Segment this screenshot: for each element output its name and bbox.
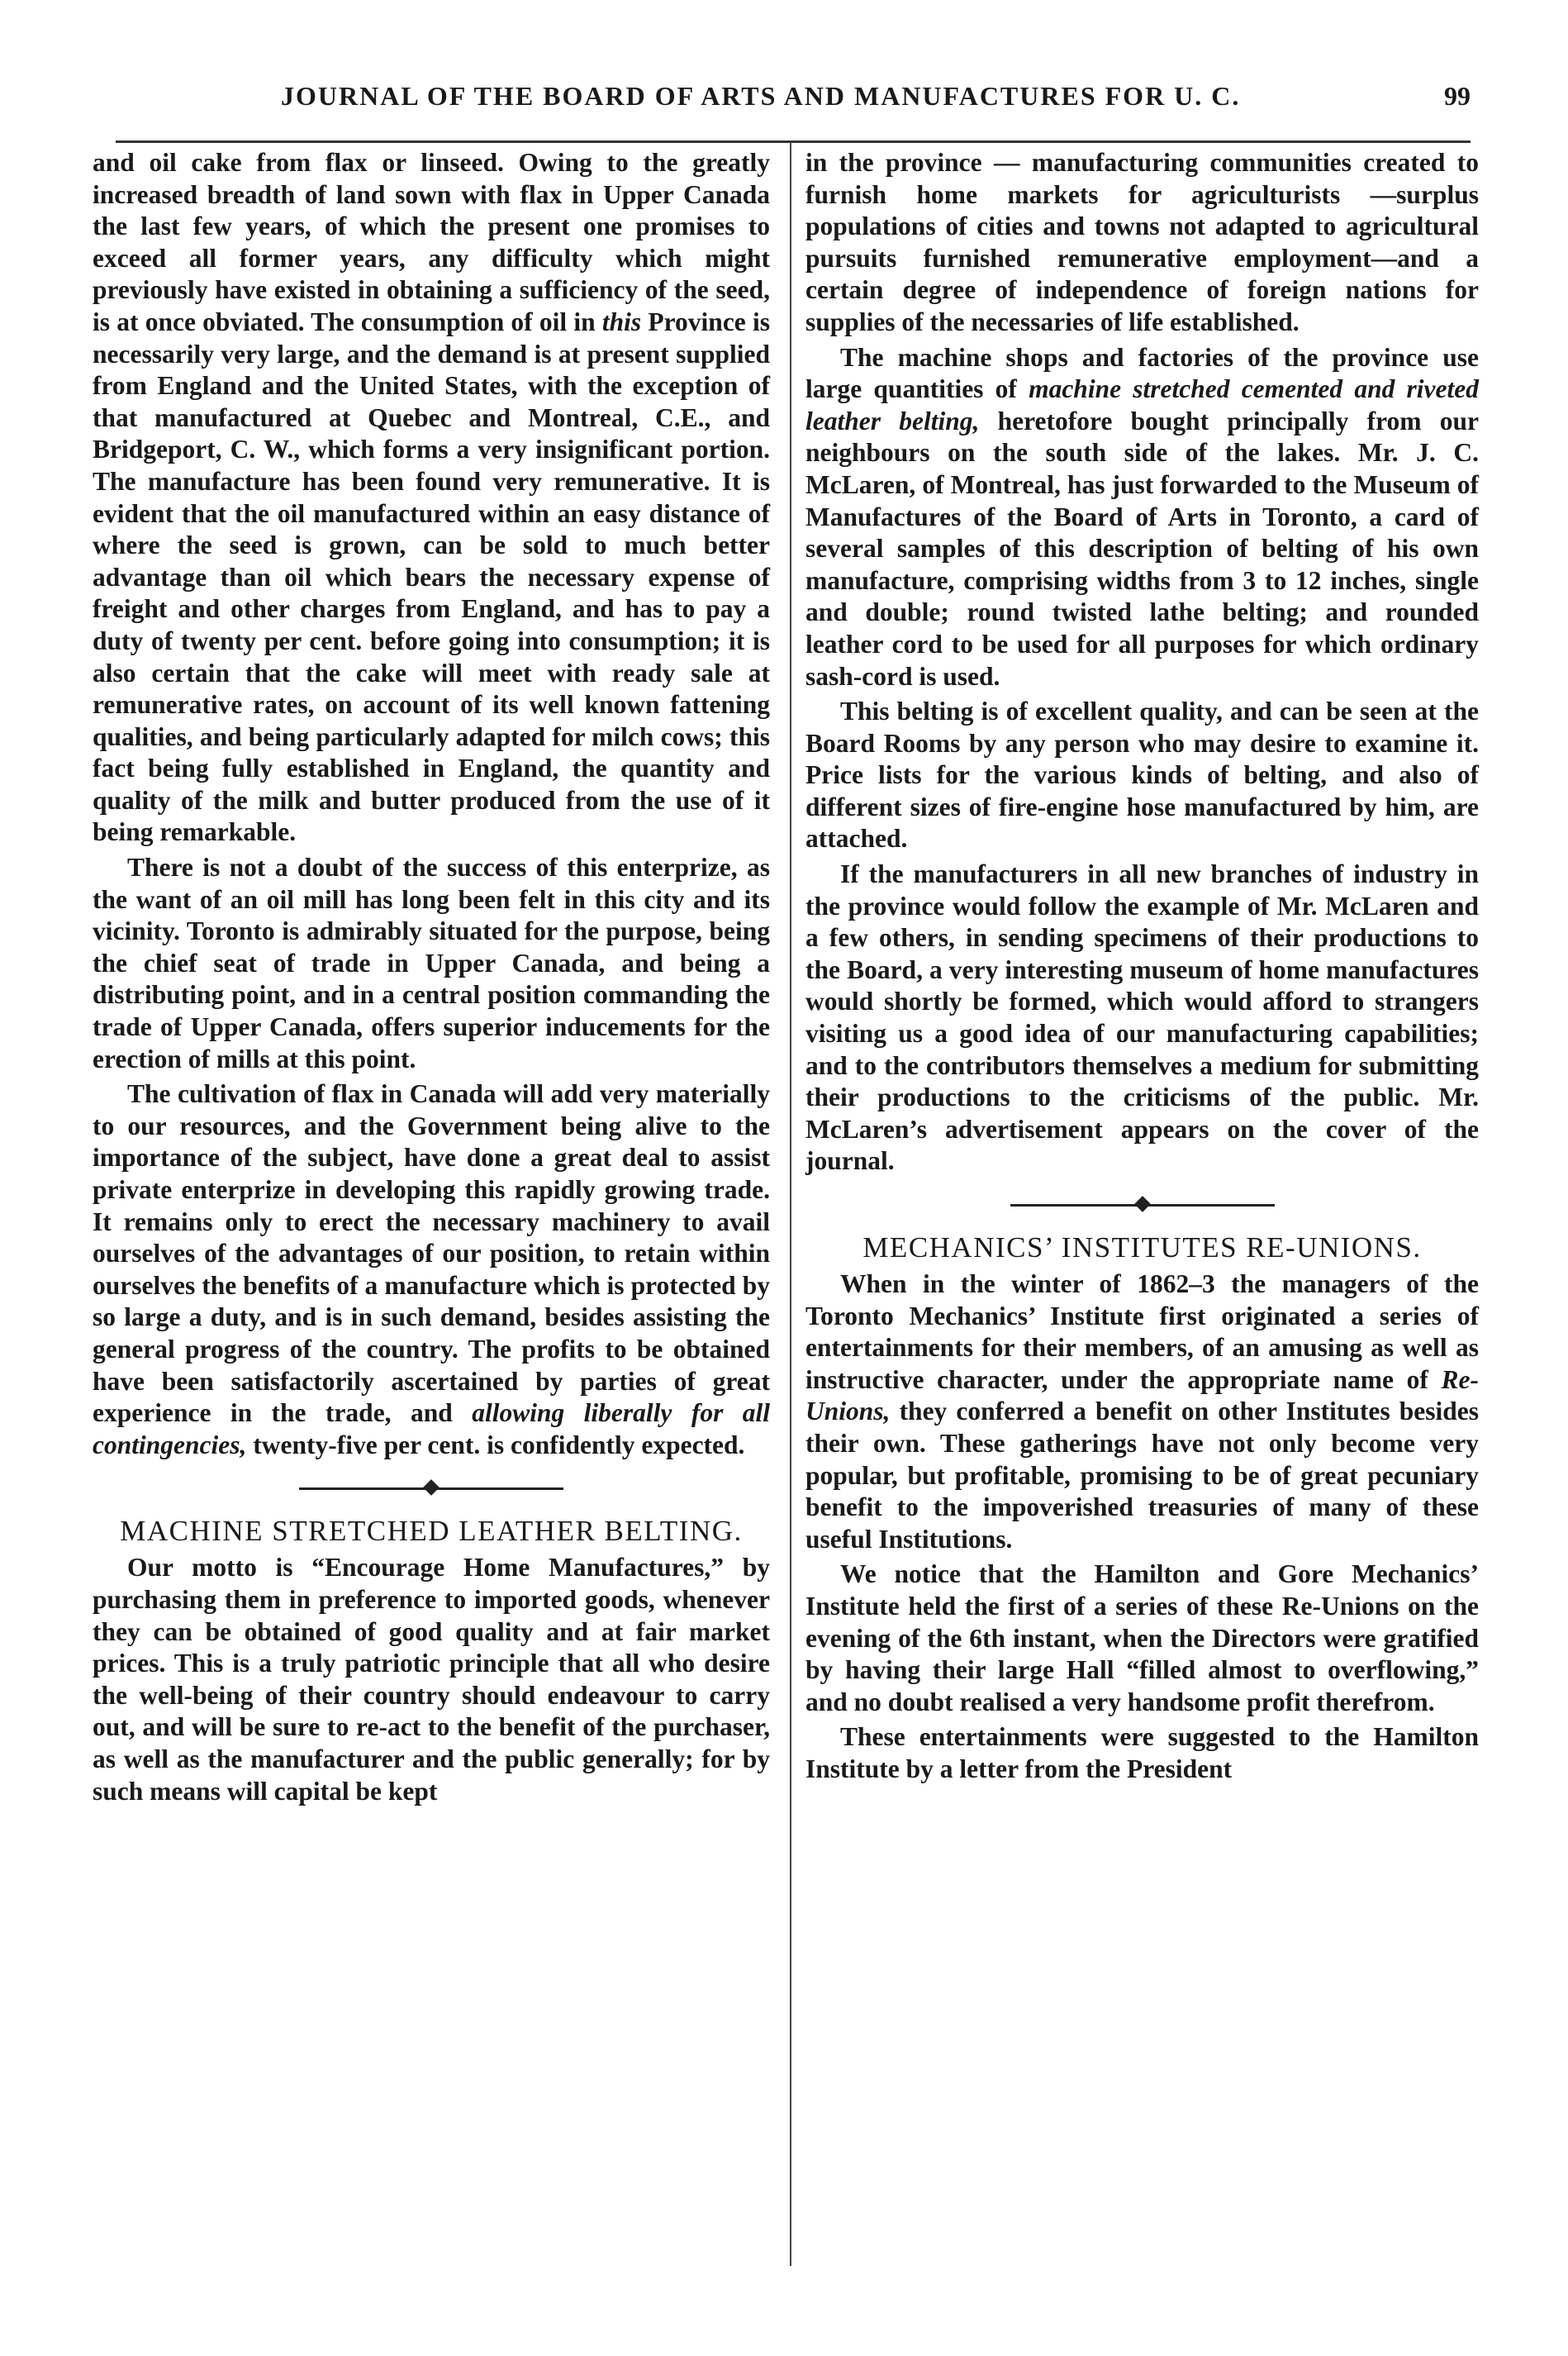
paragraph-text: When in the winter of 1862–3 the managers of the Toronto Mechanics’ Institute first originated a series of entertainments for their members, of an amusing as well as instructive character, under the appropriate name of: [805, 1269, 1479, 1394]
page-number: 99: [1444, 81, 1471, 111]
paragraph: in the province — manufacturing communities created to furnish home markets for agriculturists —surplus populations of cities and towns not adapted to agricultural pursuits furnished remunerative employment—and a certain degree of independence of foreign nations for supplies of the necessaries of life established.: [805, 148, 1479, 336]
paragraph: We notice that the Hamilton and Gore Mechanics’ Institute held the first of a series of these Re-Unions on the evening of the 6th instant, when the Directors were gratified by having their large Hall “filled almost to overflowing,” and no doubt realised a very handsome profit therefrom.: [805, 1559, 1479, 1716]
section-heading: MACHINE STRETCHED LEATHER BELTING.: [120, 1515, 743, 1548]
emphasis-text: this: [601, 307, 642, 336]
left-column: [93, 147, 770, 1807]
paragraph: These entertainments were suggested to the Hamilton Institute by a letter from the President: [805, 1722, 1479, 1783]
section-separator: [1010, 1183, 1275, 1229]
paragraph: [93, 147, 770, 849]
paragraph-text: they conferred a benefit on other Institutes besides their own. These gatherings have not only become very popular, but profitable, promising to be of great pecuniary benefit to the impoverished treasuries of many of these useful Institutions.: [805, 1397, 1480, 1554]
section-separator: [299, 1466, 563, 1512]
paragraph-text: twenty-five per cent. is confidently expected.: [253, 1430, 745, 1459]
paragraph-text: The cultivation of flax in Canada will add very materially to our resources, and the Government being alive to the importance of the subject, have done a great deal to assist private enterprize in developing this rapidly growing trade. It remains only to erect the necessary machinery to avail ourselves of the advantages of our position, to retain within ourselves the benefits of a manufacture which is protected by so large a duty, and is in such demand, besides assisting the general progress of the country. The profits to be obtained have been satisfactorily ascertained by parties of great experience in the trade, and: [93, 1079, 770, 1428]
right-column: [805, 147, 1479, 1786]
page-header: [116, 81, 1471, 131]
paragraph-text: and oil cake from flax or linseed. Owing to the greatly increased breadth of land sown with flax in Upper Canada the last few years, of which the present one promises to exceed all former years, any difficulty which might previously have existed in obtaining a sufficiency of the seed, is at once obviated. The consumption of oil in: [93, 148, 770, 336]
running-head: JOURNAL OF THE BOARD OF ARTS AND MANUFACTURES FOR U. C.: [281, 81, 1241, 111]
column-divider: [790, 142, 791, 2266]
paragraph-text: heretofore bought principally from our neighbours on the south side of the lakes. Mr. J. C. McLaren, of Montreal, has just forwarded to the Museum of Manufactures of the Board of Arts in Toronto, a card of several samples of this description of belting of his own manufacture, comprising widths from 3 to 12 inches, single and double; round twisted lathe belting; and rounded leather cord to be used for all purposes for which ordinary sash-cord is used.: [805, 406, 1480, 691]
paragraph: [805, 1268, 1479, 1555]
emphasis-text: machine stretched cemented and riveted leather belting,: [805, 374, 1480, 436]
paragraph: This belting is of excellent quality, and can be seen at the Board Rooms by any person who may desire to examine it. Price lists for the various kinds of belting, and also of different sizes of fire-engine hose manufactured by him, are attached.: [805, 697, 1479, 854]
emphasis-text: allowing liberally for all contingencies,: [93, 1398, 771, 1459]
header-rule: [116, 140, 1471, 143]
paragraph: Our motto is “Encourage Home Manufactures,” by purchasing them in preference to imported goods, whenever they can be obtained of good quality and at fair market prices. This is a truly patriotic principle that all who desire the well-being of their country should endeavour to carry out, and will be sure to re-act to the benefit of the purchaser, as well as the manufacturer and the public generally; for by such means will capital be kept: [93, 1553, 770, 1806]
diamond-ornament-icon: [423, 1479, 440, 1496]
paragraph-text: Province is necessarily very large, and the demand is at present supplied from England and the United States, with the exception of that manufactured at Quebec and Montreal, C.E., and Bridgeport, C. W., which forms a very insignificant portion. The manufacture has been found very remunerative. It is evident that the oil manufactured within an easy distance of where the seed is grown, can be sold to much better advantage than oil which bears the necessary expense of freight and other charges from England, and has to pay a duty of twenty per cent. before going into consumption; it is also certain that the cake will meet with ready sale at remunerative rates, on account of its well known fattening qualities, and being particularly adapted for milch cows; this fact being fully established in England, the quantity and quality of the milk and butter produced from the use of it being remarkable.: [93, 307, 771, 847]
emphasis-text: Re-Unions,: [805, 1364, 1479, 1426]
paragraph-text: The machine shops and factories of the province use large quantities of: [805, 342, 1479, 404]
paragraph: [805, 342, 1479, 693]
paragraph: There is not a doubt of the success of this enterprize, as the want of an oil mill has long been felt in this city and its vicinity. Toronto is admirably situated for the purpose, being the chief seat of trade in Upper Canada, and being a distributing point, and in a central position commanding the trade of Upper Canada, offers superior inducements for the erection of mills at this point.: [93, 853, 770, 1073]
paragraph: If the manufacturers in all new branches of industry in the province would follow the example of Mr. McLaren and a few others, in sending specimens of their productions to the Board, a very interesting museum of home manufactures would shortly be formed, which would afford to strangers visiting us a good idea of our manufacturing capabilities; and to the contributors themselves a medium for submitting their productions to the criticisms of the public. Mr. McLaren’s advertisement appears on the cover of the journal.: [805, 859, 1479, 1176]
diamond-ornament-icon: [1134, 1196, 1151, 1212]
paragraph: [93, 1078, 770, 1461]
section-heading: MECHANICS’ INSTITUTES RE-UNIONS.: [862, 1231, 1422, 1264]
